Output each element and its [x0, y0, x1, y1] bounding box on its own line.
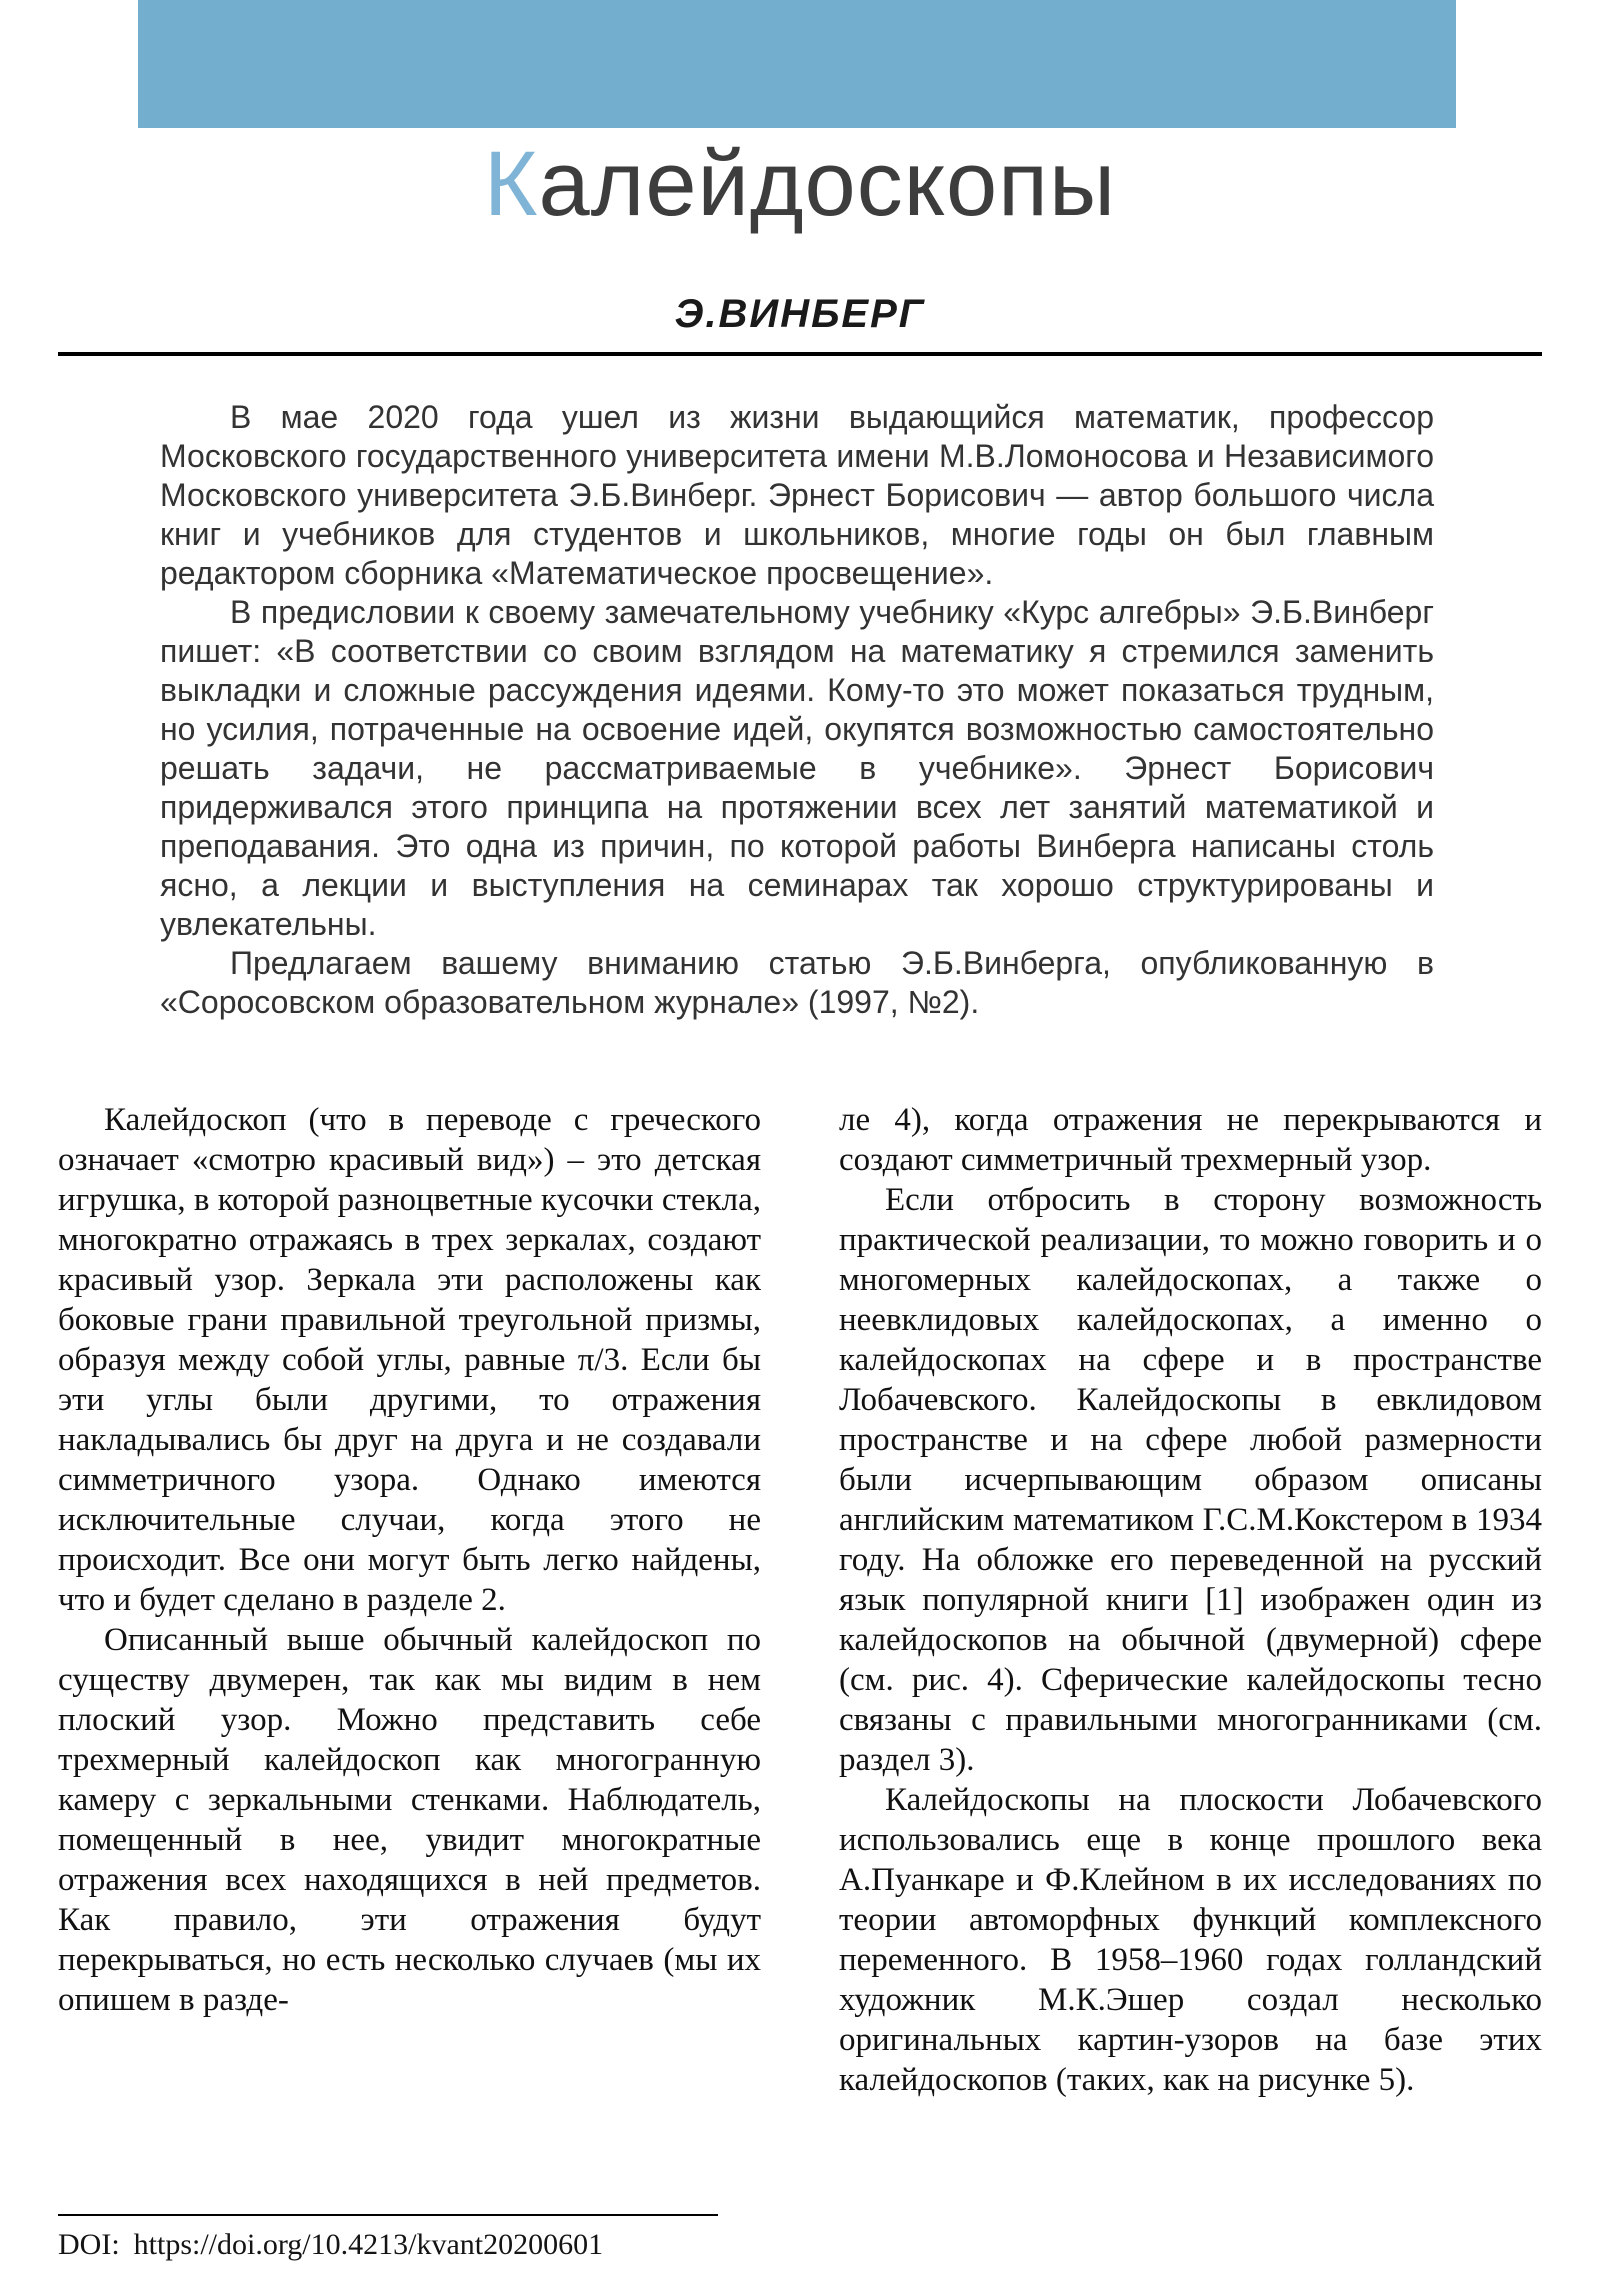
article-title [58, 133, 1542, 235]
body-paragraph: Если отбросить в сторону возможность практической реализации, то можно говорить и о многомерных калейдоскопах, а также о неевклидовых калейдоскопах, а именно о калейдоскопах на сфере и в пространстве Лобачевского. Калейдоскопы в евклидовом пространстве и на сфере любой размерности были исчерпывающим образом описаны английским математиком Г.С.М.Кокстером в 1934 году. На обложке его переведенной на русский язык популярной книги [1] изображен один из калейдоскопов на обычной (двумерной) сфере (см. рис. 4). Сферические калейдоскопы тесно связаны с правильными многогранниками (см. раздел 3). [839, 1182, 1542, 1778]
footer [58, 2214, 718, 2262]
doi-line [58, 2228, 718, 2262]
header-rule [58, 352, 1542, 356]
title-initial-letter: К [483, 133, 539, 235]
header-band [138, 0, 1456, 128]
title-rest: алейдоскопы [538, 133, 1117, 235]
intro-block [160, 398, 1434, 1022]
intro-paragraph: Предлагаем вашему вниманию статью Э.Б.Винберга, опубликованную в «Соросовском образовательном журнале» (1997, №2). [160, 945, 1434, 1020]
body-paragraph: Калейдоскопы на плоскости Лобачевского использовались еще в конце прошлого века А.Пуанкаре и Ф.Клейном в их исследованиях по теории автоморфных функций комплексного переменного. В 1958–1960 годах голландский художник М.К.Эшер создал несколько оригинальных картин-узоров на базе этих калейдоскопов (таких, как на рисунке 5). [839, 1782, 1542, 2098]
doi-link[interactable]: https://doi.org/10.4213/kvant20200601 [133, 2228, 604, 2261]
right-column [839, 1100, 1542, 2100]
body-paragraph: Калейдоскоп (что в переводе с греческого означает «смотрю красивый вид») – это детская игрушка, в которой разноцветные кусочки стекла, многократно отражаясь в трех зеркалах, создают красивый узор. Зеркала эти расположены как боковые грани правильной треугольной призмы, образуя между собой углы, равные π/3. Если бы эти углы были другими, то отражения накладывались бы друг на друга и не создавали симметричного узора. Однако имеются исключительные случаи, когда этого не происходит. Все они могут быть легко найдены, что и будет сделано в разделе 2. [58, 1102, 761, 1618]
left-column [58, 1100, 761, 2100]
intro-paragraph: В предисловии к своему замечательному учебнику «Курс алгебры» Э.Б.Винберг пишет: «В соответствии со своим взглядом на математику я стремился заменить выкладки и сложные рассуждения идеями. Кому-то это может показаться трудным, но усилия, потраченные на освоение идей, окупятся возможностью самостоятельно решать задачи, не рассматриваемые в учебнике». Эрнест Борисович придерживался этого принципа на протяжении всех лет занятий математикой и преподавания. Это одна из причин, по которой работы Винберга написаны столь ясно, а лекции и выступления на семинарах так хорошо структурированы и увлекательны. [160, 594, 1434, 942]
footer-rule [58, 2214, 718, 2216]
author-name: Э.ВИНБЕРГ [674, 292, 926, 336]
body-paragraph-continuation: ле 4), когда отражения не перекрываются и создают симметричный трехмерный узор. [839, 1102, 1542, 1178]
body-paragraph: Описанный выше обычный калейдоскоп по существу двумерен, так как мы видим в нем плоский узор. Можно представить себе трехмерный калейдоскоп как многогранную камеру с зеркальными стенками. Наблюдатель, помещенный в нее, увидит многократные отражения всех находящихся в ней предметов. Как правило, эти отражения будут перекрываться, но есть несколько случаев (мы их опишем в разде- [58, 1622, 761, 2018]
doi-label: DOI: [58, 2228, 120, 2261]
intro-paragraph: В мае 2020 года ушел из жизни выдающийся математик, профессор Московского государственного университета имени М.В.Ломоносова и Независимого Московского университета Э.Б.Винберг. Эрнест Борисович — автор большого числа книг и учебников для студентов и школьников, многие годы он был главным редактором сборника «Математическое просвещение». [160, 399, 1434, 591]
article-body [58, 1100, 1542, 2100]
